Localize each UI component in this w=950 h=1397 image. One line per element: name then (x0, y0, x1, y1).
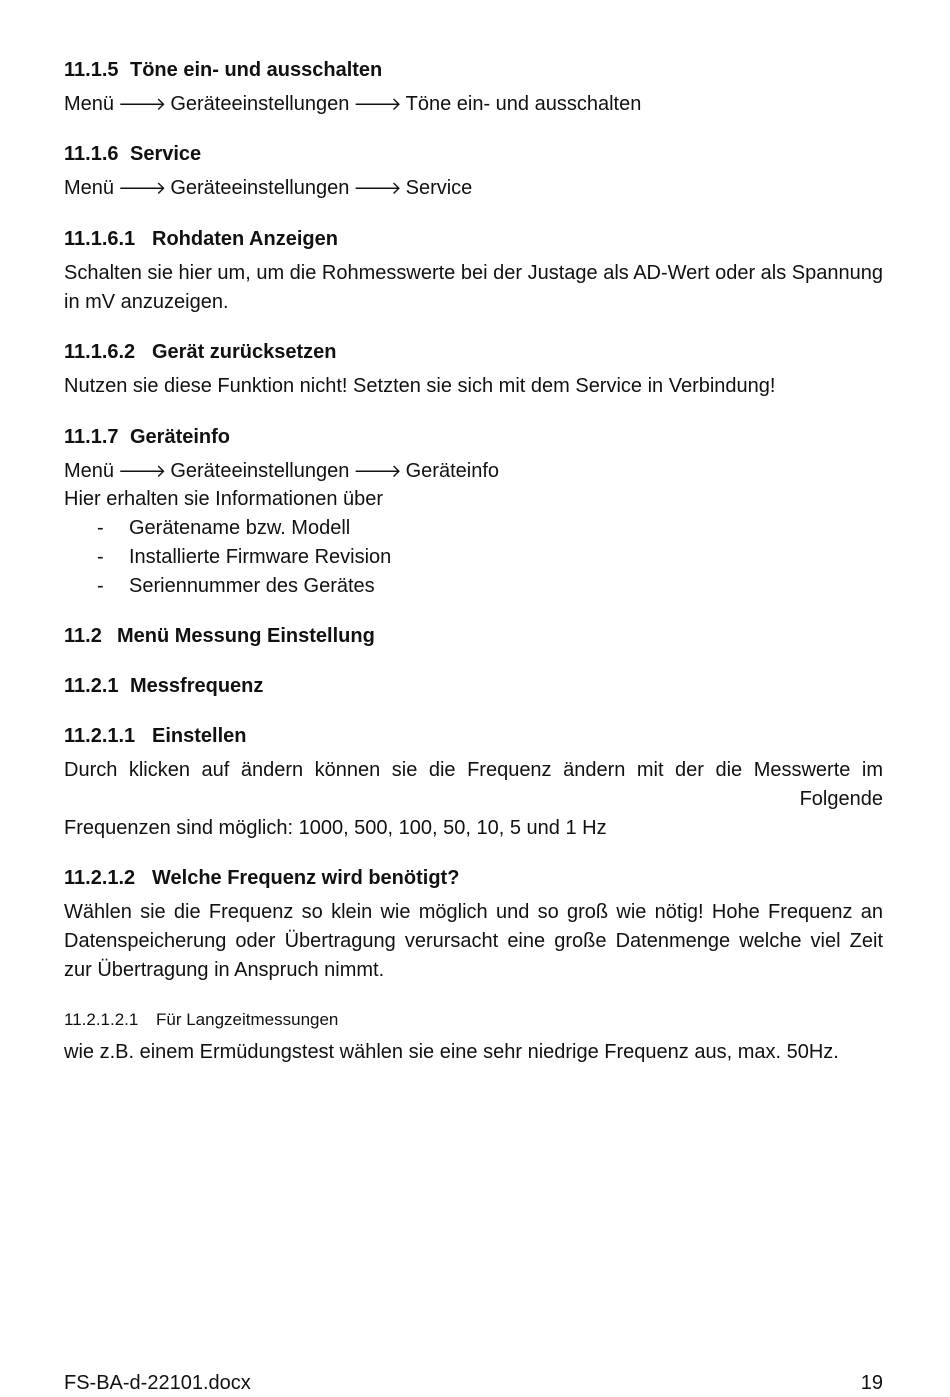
list-item: - Installierte Firmware Revision (97, 546, 392, 568)
paragraph-info-intro: Hier erhalten sie Informationen über (64, 488, 384, 510)
paragraph-rohdaten: Schalten sie hier um, um die Rohmesswerte bei der Justage als AD-Wert oder als Spannung in mV anzuzeigen. (64, 262, 883, 313)
heading-11-2-1: 11.2.1 Messfrequenz (64, 675, 264, 697)
heading-11-2-1-2-1: 11.2.1.2.1 Für Langzeitmessungen (64, 1010, 339, 1029)
footer-filename: FS-BA-d-22101.docx (64, 1372, 251, 1394)
arrow-right-icon: 🡒 (353, 461, 402, 482)
paragraph-frequenz: Wählen sie die Frequenz so klein wie möglich und so groß wie nötig! Hohe Frequenz an Datenspeicherung oder Übertragung verursacht eine große Datenmenge welche viel Zeit zur Übertragung in Anspruch nimmt. (64, 901, 883, 981)
heading-11-1-5: 11.1.5 Töne ein- und ausschalten (64, 59, 383, 81)
list-item: - Seriennummer des Gerätes (97, 575, 375, 597)
list-item: - Gerätename bzw. Modell (97, 517, 351, 539)
paragraph-einstellen-line2: Folgende (799, 788, 883, 810)
menu-path-toene: Menü 🡒 Geräteeinstellungen 🡒 Töne ein- und ausschalten (64, 93, 642, 115)
heading-11-2-1-2: 11.2.1.2 Welche Frequenz wird benötigt? (64, 867, 460, 889)
heading-11-1-6: 11.1.6 Service (64, 143, 202, 165)
paragraph-einstellen-line3: Frequenzen sind möglich: 1000, 500, 100, 50, 10, 5 und 1 Hz (64, 817, 607, 839)
paragraph-einstellen-line1: Durch klicken auf ändern können sie die Frequenz ändern mit der die Messwerte im (64, 759, 883, 781)
arrow-right-icon: 🡒 (118, 94, 167, 115)
heading-11-1-6-2: 11.1.6.2 Gerät zurücksetzen (64, 341, 337, 363)
heading-11-1-7: 11.1.7 Geräteinfo (64, 426, 231, 448)
heading-11-2-1-1: 11.2.1.1 Einstellen (64, 725, 247, 747)
arrow-right-icon: 🡒 (118, 461, 167, 482)
arrow-right-icon: 🡒 (118, 178, 167, 199)
heading-11-2: 11.2 Menü Messung Einstellung (64, 625, 375, 647)
heading-11-1-6-1: 11.1.6.1 Rohdaten Anzeigen (64, 228, 338, 250)
menu-path-service: Menü 🡒 Geräteeinstellungen 🡒 Service (64, 177, 473, 199)
paragraph-zuruecksetzen: Nutzen sie diese Funktion nicht! Setzten sie sich mit dem Service in Verbindung! (64, 375, 776, 397)
menu-path-geraeteinfo: Menü 🡒 Geräteeinstellungen 🡒 Geräteinfo (64, 460, 499, 482)
arrow-right-icon: 🡒 (353, 94, 402, 115)
paragraph-langzeit: wie z.B. einem Ermüdungstest wählen sie eine sehr niedrige Frequenz aus, max. 50Hz. (64, 1041, 839, 1063)
arrow-right-icon: 🡒 (353, 178, 402, 199)
page-number: 19 (860, 1372, 883, 1394)
